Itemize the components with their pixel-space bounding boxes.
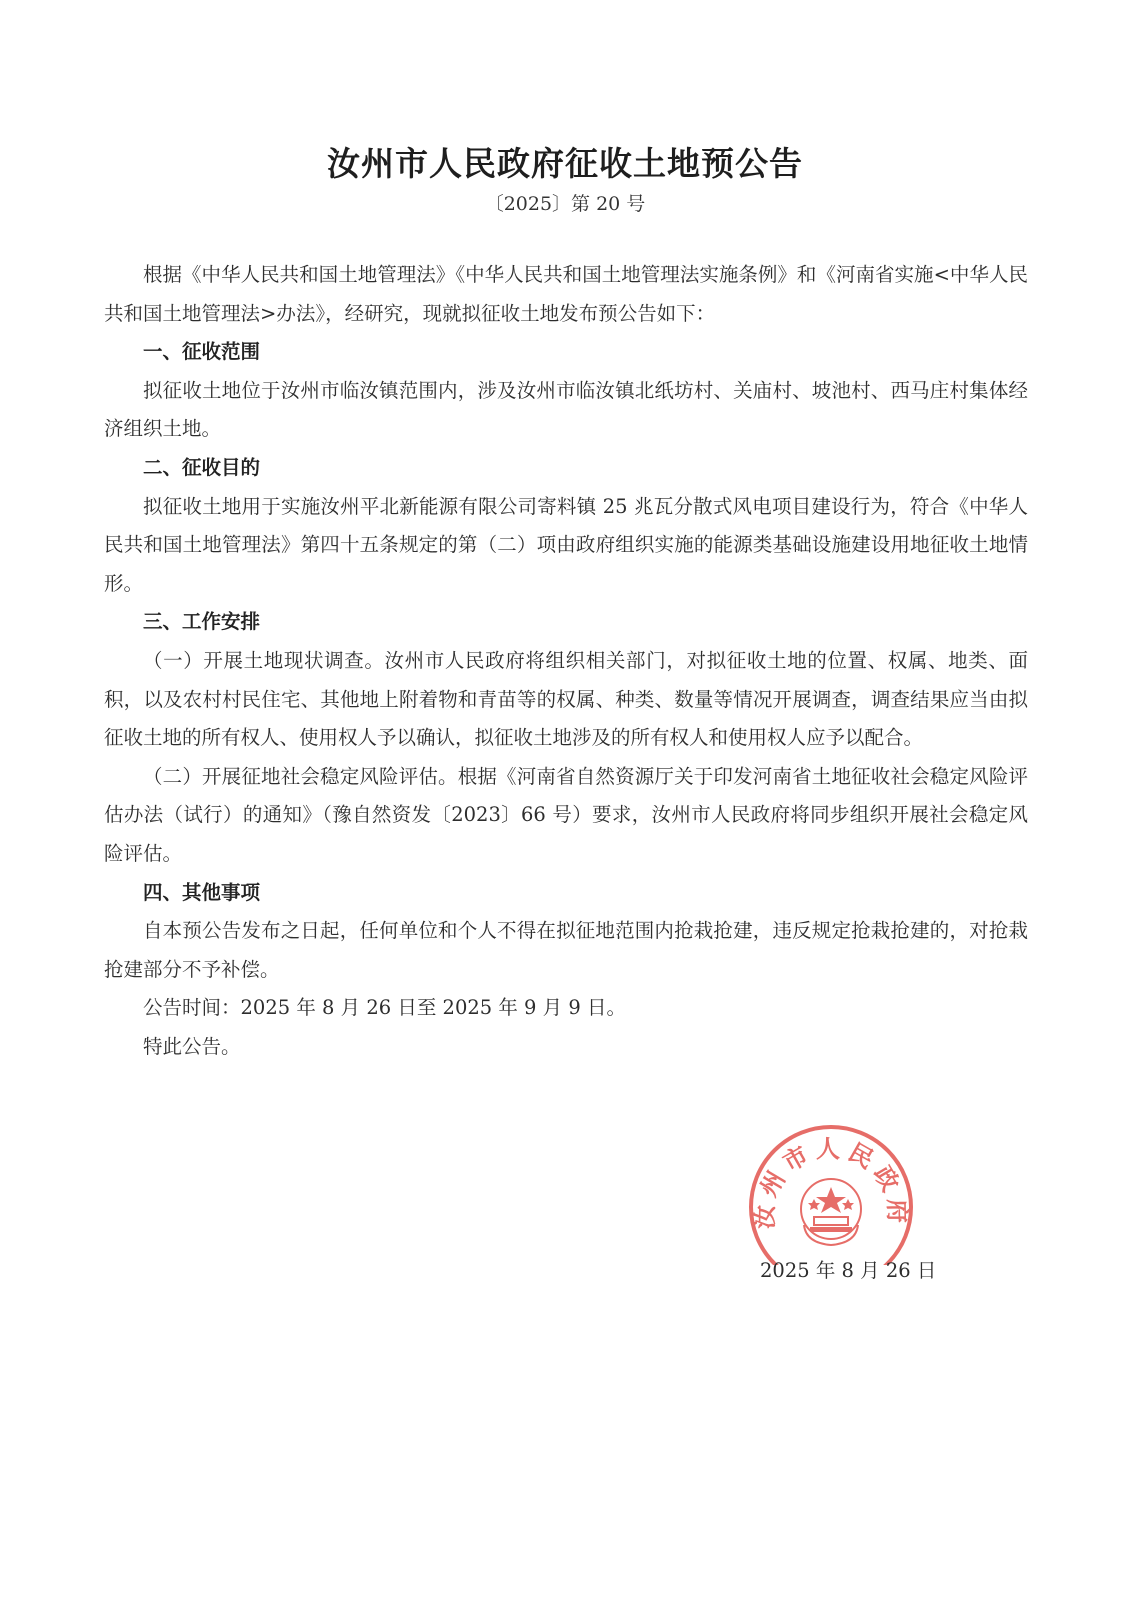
section-1-text: 拟征收土地位于汝州市临汝镇范围内，涉及汝州市临汝镇北纸坊村、关庙村、坡池村、西马庄村集体经济组织土地。 bbox=[104, 378, 1028, 441]
document-number: 〔2025〕第 20 号 bbox=[484, 193, 646, 215]
section-3-heading: 三、工作安排 bbox=[143, 610, 261, 634]
section-2-heading: 二、征收目的 bbox=[143, 455, 261, 479]
section-1-heading: 一、征收范围 bbox=[143, 340, 261, 364]
notice-period: 公告时间：2025 年 8 月 26 日至 2025 年 9 月 9 日。 bbox=[143, 996, 626, 1020]
section-4-heading: 四、其他事项 bbox=[143, 880, 261, 904]
svg-text:汝州市人民政府: 汝州市人民政府 bbox=[750, 1135, 912, 1230]
official-seal-icon bbox=[746, 1125, 916, 1265]
signature-date: 2025 年 8 月 26 日 bbox=[760, 1259, 937, 1282]
document-body bbox=[104, 256, 1028, 1066]
section-4-text: 自本预公告发布之日起，任何单位和个人不得在拟征地范围内抢栽抢建，违反规定抢栽抢建的，对抢栽抢建部分不予补偿。 bbox=[104, 919, 1028, 981]
intro-paragraph: 根据《中华人民共和国土地管理法》《中华人民共和国土地管理法实施条例》和《河南省实施<中华人民共和国土地管理法>办法》，经研究，现就拟征收土地发布预公告如下： bbox=[104, 263, 1028, 325]
section-2-text: 拟征收土地用于实施汝州平北新能源有限公司寄料镇 25 兆瓦分散式风电项目建设行为，符合《中华人民共和国土地管理法》第四十五条规定的第（二）项由政府组织实施的能源类基础设施建设用地征收土地情形。 bbox=[104, 494, 1028, 595]
section-3-item-2: （二）开展征地社会稳定风险评估。根据《河南省自然资源厅关于印发河南省土地征收社会稳定风险评估办法（试行）的通知》（豫自然资发〔2023〕66 号）要求，汝州市人民政府将同步组织开展社会稳定风险评估。 bbox=[104, 764, 1028, 865]
page-title: 汝州市人民政府征收土地预公告 bbox=[327, 144, 803, 183]
closing-text: 特此公告。 bbox=[143, 1034, 241, 1058]
section-3-item-1: （一）开展土地现状调查。汝州市人民政府将组织相关部门，对拟征收土地的位置、权属、地类、面积，以及农村村民住宅、其他地上附着物和青苗等的权属、种类、数量等情况开展调查，调查结果应当由拟征收土地的所有权人、使用权人予以确认，拟征收土地涉及的所有权人和使用权人应予以配合。 bbox=[104, 648, 1028, 750]
